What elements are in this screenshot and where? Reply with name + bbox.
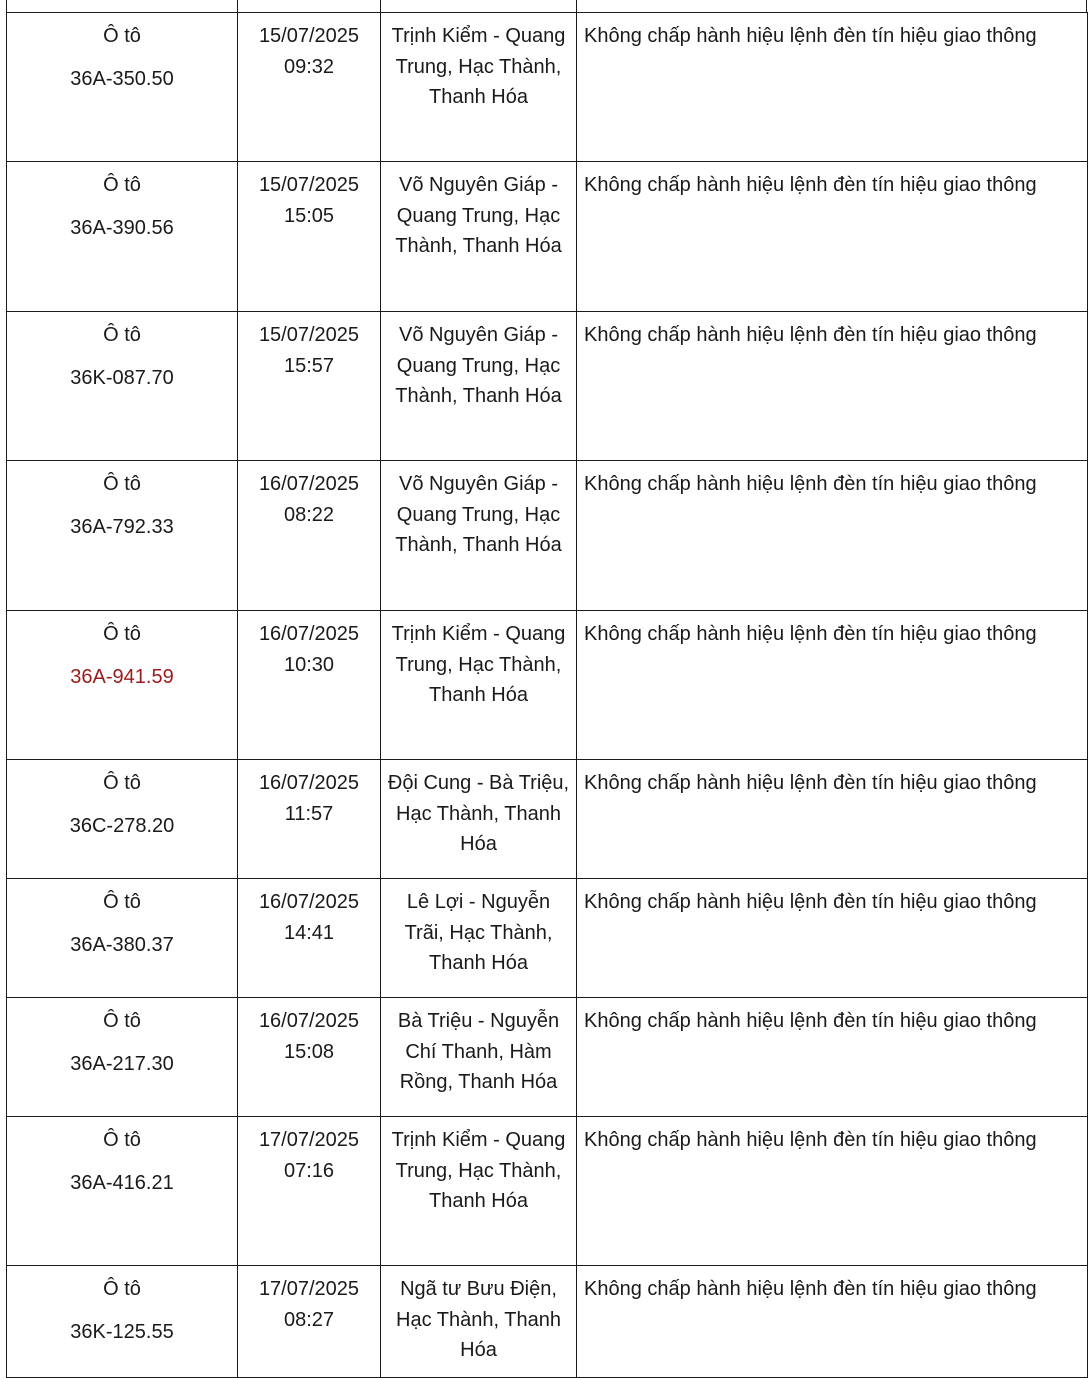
location-cell: Trịnh Kiểm - Quang Trung, Hạc Thành, Thanh Hóa: [381, 611, 577, 760]
vehicle-type: Ô tô: [103, 1129, 141, 1151]
vehicle-type: Ô tô: [103, 174, 141, 196]
license-plate: 36A-416.21: [70, 1171, 174, 1194]
violation-date: 16/07/2025: [258, 891, 360, 913]
violation-date: 17/07/2025: [258, 1129, 360, 1151]
table-row: [7, 13, 1088, 162]
table-row: [7, 879, 1088, 998]
table-row: [7, 162, 1088, 312]
violation-date: 15/07/2025: [258, 174, 360, 196]
vehicle-cell: [7, 1266, 238, 1378]
violation-cell: Không chấp hành hiệu lệnh đèn tín hiệu giao thông: [577, 461, 1088, 611]
vehicle-type: Ô tô: [103, 623, 141, 645]
table-row: [7, 998, 1088, 1117]
violation-time: 15:05: [283, 204, 335, 227]
vehicle-type: Ô tô: [103, 1010, 141, 1032]
violation-time: 07:16: [283, 1159, 335, 1182]
violation-date: 16/07/2025: [258, 1010, 360, 1032]
vehicle-cell: [7, 611, 238, 760]
table-row: [7, 1117, 1088, 1266]
violation-cell: Không chấp hành hiệu lệnh đèn tín hiệu giao thông: [577, 1266, 1088, 1378]
violation-date: 17/07/2025: [258, 1278, 360, 1300]
location-cell: Trịnh Kiểm - Quang Trung, Hạc Thành, Thanh Hóa: [381, 13, 577, 162]
vehicle-cell: [7, 1117, 238, 1266]
datetime-cell: [238, 998, 381, 1117]
location-cell: Võ Nguyên Giáp - Quang Trung, Hạc Thành, Thanh Hóa: [381, 461, 577, 611]
location-cell: Ngã tư Bưu Điện, Hạc Thành, Thanh Hóa: [381, 1266, 577, 1378]
table-row: [7, 312, 1088, 461]
location-cell: Võ Nguyên Giáp - Quang Trung, Hạc Thành, Thanh Hóa: [381, 162, 577, 312]
violation-time: 09:32: [283, 55, 335, 78]
violations-table-body: [7, 13, 1088, 1378]
vehicle-type: Ô tô: [103, 324, 141, 346]
violation-cell: Không chấp hành hiệu lệnh đèn tín hiệu giao thông: [577, 162, 1088, 312]
violation-time: 10:30: [283, 653, 335, 676]
license-plate: 36A-350.50: [70, 67, 174, 90]
table-row: [7, 461, 1088, 611]
datetime-cell: [238, 760, 381, 879]
vehicle-cell: [7, 312, 238, 461]
table-row: [7, 611, 1088, 760]
violation-cell: Không chấp hành hiệu lệnh đèn tín hiệu giao thông: [577, 611, 1088, 760]
vehicle-type: Ô tô: [103, 772, 141, 794]
violation-time: 14:41: [283, 921, 335, 944]
license-plate: 36K-087.70: [70, 366, 174, 389]
vehicle-type: Ô tô: [103, 473, 141, 495]
violation-time: 15:57: [283, 354, 335, 377]
datetime-cell: [238, 162, 381, 312]
violation-time: 11:57: [284, 802, 334, 825]
location-cell: Bà Triệu - Nguyễn Chí Thanh, Hàm Rồng, Thanh Hóa: [381, 998, 577, 1117]
violations-table: [6, 12, 1088, 1378]
datetime-cell: [238, 611, 381, 760]
license-plate: 36A-217.30: [70, 1052, 174, 1075]
violation-date: 15/07/2025: [258, 25, 360, 47]
datetime-cell: [238, 1266, 381, 1378]
vehicle-type: Ô tô: [103, 1278, 141, 1300]
location-cell: Trịnh Kiểm - Quang Trung, Hạc Thành, Thanh Hóa: [381, 1117, 577, 1266]
datetime-cell: [238, 461, 381, 611]
violation-cell: Không chấp hành hiệu lệnh đèn tín hiệu giao thông: [577, 312, 1088, 461]
violation-cell: Không chấp hành hiệu lệnh đèn tín hiệu giao thông: [577, 998, 1088, 1117]
vehicle-cell: [7, 760, 238, 879]
violation-date: 16/07/2025: [258, 473, 360, 495]
violation-cell: Không chấp hành hiệu lệnh đèn tín hiệu giao thông: [577, 879, 1088, 998]
violation-time: 08:22: [283, 503, 335, 526]
violation-cell: Không chấp hành hiệu lệnh đèn tín hiệu giao thông: [577, 1117, 1088, 1266]
vehicle-cell: [7, 461, 238, 611]
license-plate: 36C-278.20: [69, 814, 175, 837]
violation-cell: Không chấp hành hiệu lệnh đèn tín hiệu giao thông: [577, 760, 1088, 879]
datetime-cell: [238, 879, 381, 998]
violation-time: 15:08: [283, 1040, 335, 1063]
vehicle-cell: [7, 162, 238, 312]
table-row: [7, 760, 1088, 879]
vehicle-type: Ô tô: [103, 891, 141, 913]
datetime-cell: [238, 312, 381, 461]
vehicle-cell: [7, 998, 238, 1117]
license-plate: 36A-390.56: [70, 216, 174, 239]
violation-date: 16/07/2025: [258, 772, 360, 794]
table-top-edge: [6, 0, 1087, 12]
datetime-cell: [238, 13, 381, 162]
vehicle-cell: [7, 13, 238, 162]
location-cell: Võ Nguyên Giáp - Quang Trung, Hạc Thành, Thanh Hóa: [381, 312, 577, 461]
license-plate-link[interactable]: 36A-941.59: [70, 665, 174, 688]
table-row: [7, 1266, 1088, 1378]
datetime-cell: [238, 1117, 381, 1266]
license-plate: 36A-792.33: [70, 515, 174, 538]
license-plate: 36K-125.55: [70, 1320, 174, 1343]
violation-time: 08:27: [283, 1308, 335, 1331]
violation-cell: Không chấp hành hiệu lệnh đèn tín hiệu giao thông: [577, 13, 1088, 162]
violation-date: 15/07/2025: [258, 324, 360, 346]
license-plate: 36A-380.37: [70, 933, 174, 956]
location-cell: Đội Cung - Bà Triệu, Hạc Thành, Thanh Hóa: [381, 760, 577, 879]
vehicle-cell: [7, 879, 238, 998]
vehicle-type: Ô tô: [103, 25, 141, 47]
location-cell: Lê Lợi - Nguyễn Trãi, Hạc Thành, Thanh Hóa: [381, 879, 577, 998]
violation-date: 16/07/2025: [258, 623, 360, 645]
